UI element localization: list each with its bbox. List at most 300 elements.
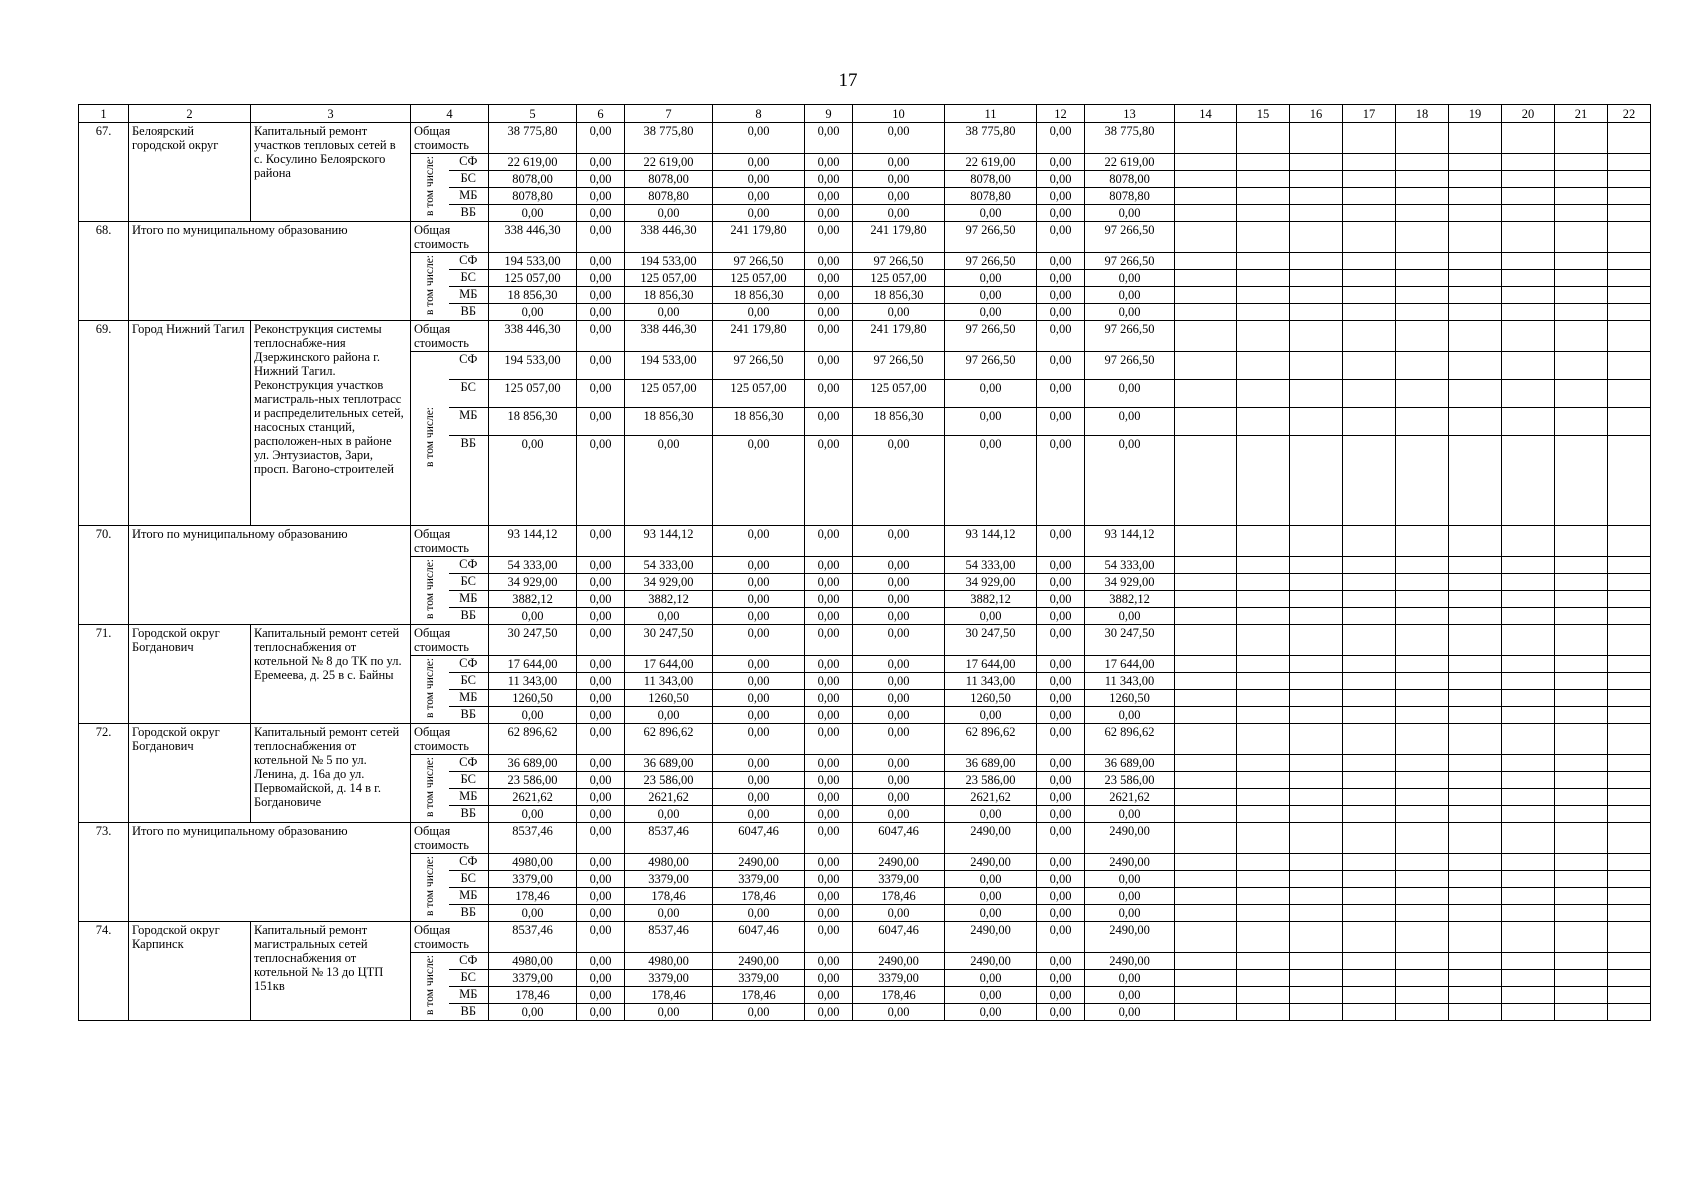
value-cell: 0,00 [1037,755,1085,772]
value-cell: 0,00 [1037,656,1085,673]
empty-cell [1290,789,1343,806]
value-cell: 30 247,50 [489,625,577,656]
value-cell: 0,00 [853,772,945,789]
empty-cell [1237,656,1290,673]
empty-cell [1449,436,1502,526]
empty-cell [1396,591,1449,608]
value-cell: 54 333,00 [945,557,1037,574]
value-cell: 0,00 [945,806,1037,823]
value-cell: 0,00 [805,380,853,408]
value-cell: 0,00 [1037,724,1085,755]
empty-cell [1608,557,1651,574]
value-cell: 22 619,00 [489,154,577,171]
value-cell: 0,00 [577,871,625,888]
value-cell: 0,00 [1037,574,1085,591]
empty-cell [1449,526,1502,557]
empty-cell [1343,724,1396,755]
empty-cell [1175,922,1237,953]
empty-cell [1290,1004,1343,1021]
value-cell: 0,00 [853,690,945,707]
record-row [79,123,1651,154]
value-cell: 0,00 [577,987,625,1004]
empty-cell [1502,253,1555,270]
value-cell: 0,00 [853,1004,945,1021]
empty-cell [1343,707,1396,724]
funding-code: БС [449,871,489,888]
empty-cell [1343,871,1396,888]
empty-cell [1502,1004,1555,1021]
empty-cell [1555,270,1608,287]
value-cell: 18 856,30 [713,287,805,304]
empty-cell [1237,270,1290,287]
empty-cell [1502,352,1555,380]
value-cell: 8078,00 [489,171,577,188]
empty-cell [1449,304,1502,321]
value-cell: 0,00 [945,436,1037,526]
empty-cell [1396,690,1449,707]
value-cell: 0,00 [713,574,805,591]
value-cell: 2490,00 [1085,953,1175,970]
value-cell: 0,00 [577,690,625,707]
value-cell: 30 247,50 [945,625,1037,656]
column-number: 22 [1608,105,1651,123]
value-cell: 0,00 [945,987,1037,1004]
empty-cell [1449,690,1502,707]
empty-cell [1396,205,1449,222]
value-cell: 0,00 [945,1004,1037,1021]
including-label-text: в том числе: [423,856,436,916]
empty-cell [1343,526,1396,557]
empty-cell [1290,871,1343,888]
funding-code: ВБ [449,205,489,222]
value-cell: 18 856,30 [489,408,577,436]
value-cell: 0,00 [945,380,1037,408]
empty-cell [1343,436,1396,526]
including-label-text: в том числе: [423,658,436,718]
value-cell: 0,00 [577,574,625,591]
value-cell: 36 689,00 [625,755,713,772]
empty-cell [1555,953,1608,970]
empty-cell [1290,304,1343,321]
value-cell: 0,00 [577,953,625,970]
value-cell: 0,00 [1037,205,1085,222]
empty-cell [1555,789,1608,806]
value-cell: 0,00 [805,408,853,436]
empty-cell [1175,526,1237,557]
empty-cell [1449,888,1502,905]
funding-code: БС [449,574,489,591]
empty-cell [1343,222,1396,253]
including-label [411,253,449,321]
funding-code: СФ [449,154,489,171]
empty-cell [1237,222,1290,253]
municipality-name: Городской округ Карпинск [129,922,251,1021]
value-cell: 1260,50 [1085,690,1175,707]
value-cell: 0,00 [1037,222,1085,253]
funding-code: ВБ [449,905,489,922]
empty-cell [1502,625,1555,656]
total-cost-label: Общая стоимость [411,321,489,352]
record-row [79,823,1651,854]
empty-cell [1343,380,1396,408]
empty-cell [1175,806,1237,823]
value-cell: 0,00 [577,707,625,724]
value-cell: 0,00 [489,436,577,526]
value-cell: 0,00 [853,608,945,625]
empty-cell [1290,188,1343,205]
empty-cell [1343,905,1396,922]
empty-cell [1449,591,1502,608]
value-cell: 0,00 [713,154,805,171]
municipality-name: Городской округ Богданович [129,625,251,724]
record-number: 74. [79,922,129,1021]
empty-cell [1502,755,1555,772]
empty-cell [1290,154,1343,171]
empty-cell [1343,854,1396,871]
value-cell: 3379,00 [489,871,577,888]
value-cell: 23 586,00 [625,772,713,789]
value-cell: 0,00 [853,789,945,806]
empty-cell [1608,1004,1651,1021]
value-cell: 0,00 [1037,321,1085,352]
funding-code: ВБ [449,1004,489,1021]
empty-cell [1237,526,1290,557]
empty-cell [1343,1004,1396,1021]
header-row [79,105,1651,123]
value-cell: 18 856,30 [713,408,805,436]
value-cell: 11 343,00 [489,673,577,690]
value-cell: 0,00 [805,724,853,755]
value-cell: 0,00 [805,171,853,188]
project-description: Капитальный ремонт сетей теплоснабжения от котельной № 8 до ТК по ул. Еремеева, д. 25 в с. Байны [251,625,411,724]
value-cell: 17 644,00 [1085,656,1175,673]
value-cell: 194 533,00 [625,352,713,380]
value-cell: 0,00 [1037,905,1085,922]
value-cell: 0,00 [1085,287,1175,304]
value-cell: 0,00 [945,871,1037,888]
value-cell: 0,00 [1037,953,1085,970]
empty-cell [1343,970,1396,987]
value-cell: 0,00 [577,888,625,905]
value-cell: 0,00 [805,526,853,557]
empty-cell [1290,591,1343,608]
empty-cell [1449,154,1502,171]
funding-code: МБ [449,188,489,205]
value-cell: 125 057,00 [625,270,713,287]
empty-cell [1396,724,1449,755]
empty-cell [1555,755,1608,772]
empty-cell [1449,380,1502,408]
empty-cell [1555,352,1608,380]
value-cell: 0,00 [713,591,805,608]
value-cell: 0,00 [1085,408,1175,436]
empty-cell [1237,574,1290,591]
column-number: 16 [1290,105,1343,123]
including-label [411,352,449,526]
value-cell: 0,00 [945,970,1037,987]
empty-cell [1396,625,1449,656]
value-cell: 97 266,50 [853,253,945,270]
empty-cell [1555,123,1608,154]
empty-cell [1396,888,1449,905]
value-cell: 0,00 [1037,922,1085,953]
empty-cell [1396,806,1449,823]
value-cell: 0,00 [625,304,713,321]
empty-cell [1237,789,1290,806]
value-cell: 8078,80 [489,188,577,205]
value-cell: 178,46 [713,987,805,1004]
value-cell: 0,00 [713,205,805,222]
empty-cell [1175,755,1237,772]
funding-code: МБ [449,591,489,608]
empty-cell [1608,574,1651,591]
value-cell: 0,00 [577,380,625,408]
funding-code: СФ [449,253,489,270]
empty-cell [1449,724,1502,755]
empty-cell [1237,321,1290,352]
value-cell: 0,00 [1085,970,1175,987]
value-cell: 0,00 [945,905,1037,922]
value-cell: 0,00 [1037,888,1085,905]
empty-cell [1449,806,1502,823]
empty-cell [1237,724,1290,755]
value-cell: 8078,80 [1085,188,1175,205]
empty-cell [1449,557,1502,574]
value-cell: 0,00 [805,205,853,222]
value-cell: 11 343,00 [625,673,713,690]
column-number: 21 [1555,105,1608,123]
empty-cell [1290,888,1343,905]
empty-cell [1396,171,1449,188]
funding-code: ВБ [449,806,489,823]
value-cell: 0,00 [805,321,853,352]
empty-cell [1449,755,1502,772]
empty-cell [1237,557,1290,574]
value-cell: 11 343,00 [1085,673,1175,690]
value-cell: 0,00 [713,123,805,154]
empty-cell [1555,557,1608,574]
value-cell: 0,00 [945,287,1037,304]
value-cell: 338 446,30 [625,222,713,253]
empty-cell [1343,755,1396,772]
empty-cell [1237,987,1290,1004]
empty-cell [1555,526,1608,557]
value-cell: 0,00 [805,287,853,304]
value-cell: 338 446,30 [489,321,577,352]
value-cell: 62 896,62 [1085,724,1175,755]
value-cell: 0,00 [805,772,853,789]
value-cell: 0,00 [577,673,625,690]
value-cell: 0,00 [625,205,713,222]
empty-cell [1555,970,1608,987]
empty-cell [1396,905,1449,922]
value-cell: 0,00 [1085,707,1175,724]
empty-cell [1175,188,1237,205]
empty-cell [1237,123,1290,154]
value-cell: 54 333,00 [489,557,577,574]
empty-cell [1343,673,1396,690]
value-cell: 0,00 [805,922,853,953]
value-cell: 0,00 [625,608,713,625]
empty-cell [1343,772,1396,789]
value-cell: 0,00 [1085,304,1175,321]
including-label-text: в том числе: [423,559,436,619]
empty-cell [1608,823,1651,854]
empty-cell [1290,823,1343,854]
record-row [79,922,1651,953]
empty-cell [1237,806,1290,823]
empty-cell [1396,673,1449,690]
value-cell: 0,00 [805,352,853,380]
funding-code: СФ [449,557,489,574]
empty-cell [1175,854,1237,871]
value-cell: 0,00 [713,724,805,755]
value-cell: 0,00 [1037,526,1085,557]
empty-cell [1237,755,1290,772]
empty-cell [1608,789,1651,806]
empty-cell [1502,707,1555,724]
empty-cell [1449,123,1502,154]
record-number: 70. [79,526,129,625]
total-cost-label: Общая стоимость [411,526,489,557]
funding-code: МБ [449,287,489,304]
value-cell: 178,46 [853,888,945,905]
value-cell: 0,00 [1037,690,1085,707]
record-row [79,222,1651,253]
including-label [411,154,449,222]
empty-cell [1555,707,1608,724]
value-cell: 22 619,00 [625,154,713,171]
total-cost-label: Общая стоимость [411,123,489,154]
empty-cell [1608,205,1651,222]
value-cell: 0,00 [1085,806,1175,823]
value-cell: 6047,46 [853,922,945,953]
empty-cell [1396,321,1449,352]
empty-cell [1343,321,1396,352]
empty-cell [1555,823,1608,854]
empty-cell [1608,222,1651,253]
value-cell: 178,46 [713,888,805,905]
value-cell: 0,00 [577,656,625,673]
empty-cell [1502,806,1555,823]
record-row [79,526,1651,557]
value-cell: 2490,00 [713,953,805,970]
empty-cell [1175,789,1237,806]
including-label [411,656,449,724]
value-cell: 97 266,50 [1085,321,1175,352]
empty-cell [1237,673,1290,690]
value-cell: 22 619,00 [1085,154,1175,171]
value-cell: 0,00 [853,154,945,171]
value-cell: 6047,46 [713,823,805,854]
empty-cell [1502,557,1555,574]
value-cell: 38 775,80 [1085,123,1175,154]
empty-cell [1555,408,1608,436]
column-number: 13 [1085,105,1175,123]
value-cell: 0,00 [805,789,853,806]
empty-cell [1175,772,1237,789]
empty-cell [1449,205,1502,222]
empty-cell [1608,608,1651,625]
empty-cell [1502,188,1555,205]
value-cell: 0,00 [1085,1004,1175,1021]
value-cell: 97 266,50 [713,253,805,270]
value-cell: 0,00 [713,1004,805,1021]
column-number: 14 [1175,105,1237,123]
empty-cell [1555,625,1608,656]
empty-cell [1449,352,1502,380]
empty-cell [1608,436,1651,526]
value-cell: 6047,46 [713,922,805,953]
empty-cell [1608,270,1651,287]
value-cell: 0,00 [713,436,805,526]
value-cell: 0,00 [713,673,805,690]
empty-cell [1502,436,1555,526]
value-cell: 0,00 [577,352,625,380]
value-cell: 0,00 [577,823,625,854]
value-cell: 2490,00 [945,922,1037,953]
value-cell: 97 266,50 [853,352,945,380]
value-cell: 0,00 [713,656,805,673]
value-cell: 0,00 [805,222,853,253]
empty-cell [1290,854,1343,871]
empty-cell [1502,673,1555,690]
empty-cell [1237,436,1290,526]
empty-cell [1555,806,1608,823]
column-number: 12 [1037,105,1085,123]
value-cell: 125 057,00 [853,380,945,408]
value-cell: 0,00 [577,222,625,253]
value-cell: 0,00 [853,707,945,724]
empty-cell [1290,436,1343,526]
empty-cell [1502,922,1555,953]
value-cell: 0,00 [853,171,945,188]
empty-cell [1343,171,1396,188]
value-cell: 0,00 [489,1004,577,1021]
empty-cell [1237,1004,1290,1021]
empty-cell [1449,854,1502,871]
value-cell: 0,00 [805,270,853,287]
total-cost-label: Общая стоимость [411,724,489,755]
empty-cell [1237,871,1290,888]
value-cell: 0,00 [577,321,625,352]
record-number: 67. [79,123,129,222]
empty-cell [1608,304,1651,321]
empty-cell [1608,953,1651,970]
empty-cell [1175,1004,1237,1021]
empty-cell [1290,270,1343,287]
value-cell: 23 586,00 [489,772,577,789]
value-cell: 0,00 [713,690,805,707]
empty-cell [1502,854,1555,871]
value-cell: 3379,00 [853,970,945,987]
value-cell: 97 266,50 [945,253,1037,270]
empty-cell [1396,823,1449,854]
value-cell: 2490,00 [1085,922,1175,953]
empty-cell [1449,253,1502,270]
funding-code: БС [449,270,489,287]
value-cell: 0,00 [713,526,805,557]
value-cell: 0,00 [577,526,625,557]
empty-cell [1608,253,1651,270]
empty-cell [1449,707,1502,724]
value-cell: 18 856,30 [853,287,945,304]
empty-cell [1237,823,1290,854]
empty-cell [1502,987,1555,1004]
empty-cell [1555,205,1608,222]
value-cell: 0,00 [853,905,945,922]
empty-cell [1555,608,1608,625]
